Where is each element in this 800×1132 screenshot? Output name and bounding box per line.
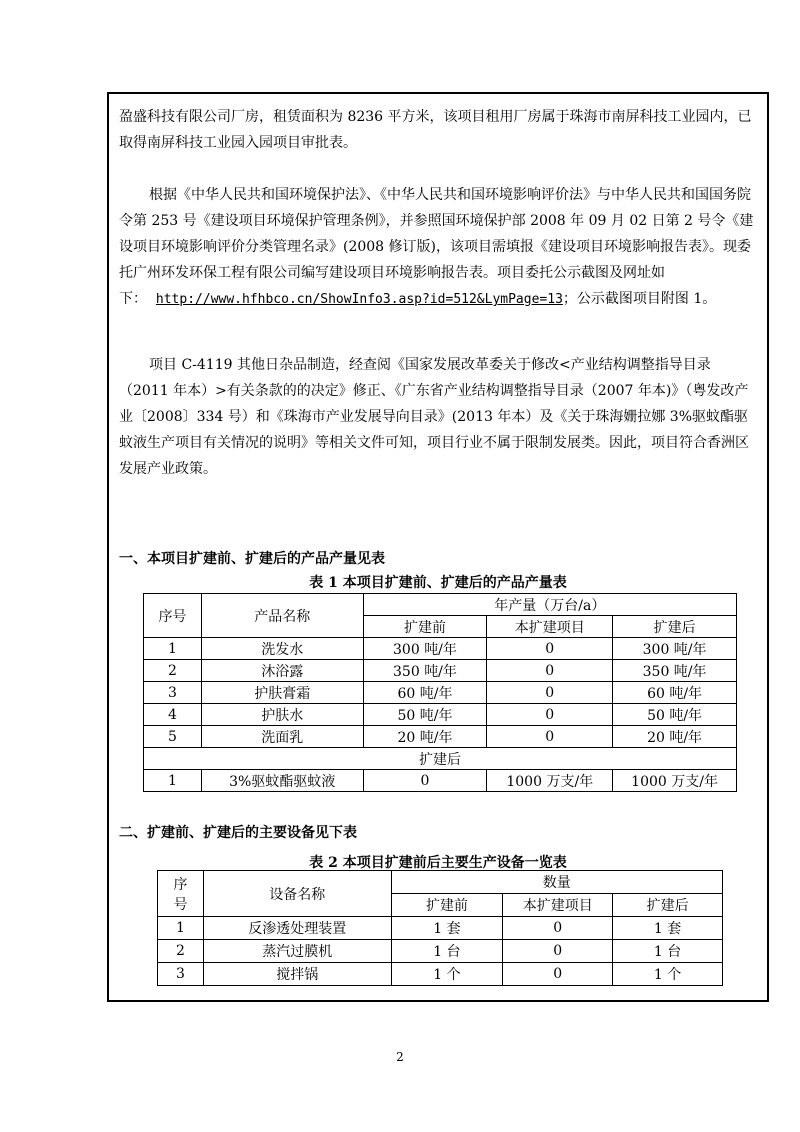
table-section-row: [144, 748, 737, 770]
cell-after: 60 吨/年: [613, 682, 737, 704]
product-output-table: [143, 593, 737, 792]
equipment-table: [157, 870, 723, 986]
cell-no: 4: [144, 704, 202, 726]
header-equipment-name: 设备名称: [203, 871, 391, 917]
cell-after: 1 台: [613, 940, 723, 963]
header-product-name: 产品名称: [201, 594, 363, 638]
table-row: [144, 682, 737, 704]
subheader-after-expansion: 扩建后: [144, 748, 737, 770]
table-row: [158, 940, 723, 963]
cell-project: 0: [487, 704, 613, 726]
cell-before: 60 吨/年: [363, 682, 487, 704]
table-row: [144, 638, 737, 660]
header-quantity: 数量: [391, 871, 722, 894]
header-no-line2: 号: [173, 896, 188, 913]
cell-project: 0: [487, 660, 613, 682]
cell-no: 2: [144, 660, 202, 682]
cell-project: 0: [503, 963, 613, 986]
table-header-row: [158, 871, 723, 894]
table-row: [144, 770, 737, 792]
header-no-line1: 序: [173, 876, 188, 893]
cell-before: 1 个: [391, 963, 503, 986]
cell-name: 沐浴露: [201, 660, 363, 682]
cell-project: 0: [487, 726, 613, 748]
header-no: 序号: [144, 594, 202, 638]
header-after: 扩建后: [613, 616, 737, 638]
cell-name: 洗发水: [201, 638, 363, 660]
cell-no: 3: [144, 682, 202, 704]
header-project: 本扩建项目: [503, 894, 613, 917]
table-row: [158, 917, 723, 940]
header-annual-output: 年产量（万台/a）: [363, 594, 736, 616]
cell-after: 300 吨/年: [613, 638, 737, 660]
paragraph-regulations-tail: ；公示截图项目附图 1。: [562, 291, 717, 307]
content-frame: [107, 92, 769, 1002]
cell-before: 1 套: [391, 917, 503, 940]
cell-project: 0: [503, 940, 613, 963]
cell-name: 反渗透处理装置: [203, 917, 391, 940]
cell-project: 0: [503, 917, 613, 940]
cell-after: 1 个: [613, 963, 723, 986]
table2-caption: 表 2 本项目扩建前后主要生产设备一览表: [309, 855, 567, 871]
page-number: 2: [396, 1050, 404, 1064]
cell-before: 20 吨/年: [363, 726, 487, 748]
cell-name: 洗面乳: [201, 726, 363, 748]
cell-no: 1: [144, 638, 202, 660]
cell-after: 1 套: [613, 917, 723, 940]
table-row: [144, 726, 737, 748]
table-row: [158, 963, 723, 986]
paragraph-regulations-text: 根据《中华人民共和国环境保护法》、《中华人民共和国环境影响评价法》与中华人民共和国国务院令第 253 号《建设项目环境保护管理条例》，并参照国环境保护部 2008 年 09 月 02 日第 2 号令《建设项目环境影响评价分类管理名录》(2008 修订版)，该项目需填报《建设项目环境影响报告表》。现委托广州环发环保工程有限公司编写建设项目环境影响报告表。项目委托公示截图及网址如下：: [119, 187, 754, 307]
cell-after: 1000 万支/年: [613, 770, 737, 792]
cell-before: 350 吨/年: [363, 660, 487, 682]
cell-name: 搅拌锅: [203, 963, 391, 986]
publicity-url-link[interactable]: http://www.hfhbco.cn/ShowInfo3.asp?id=512&LymPage=13: [155, 292, 563, 307]
cell-no: 2: [158, 940, 204, 963]
paragraph-regulations: [119, 182, 759, 313]
cell-before: 300 吨/年: [363, 638, 487, 660]
header-project: 本扩建项目: [487, 616, 613, 638]
cell-project: 0: [487, 638, 613, 660]
table-row: [144, 704, 737, 726]
cell-no: 3: [158, 963, 204, 986]
paragraph-location: 盈盛科技有限公司厂房，租赁面积为 8236 平方米，该项目租用厂房属于珠海市南屏科技工业园内，已取得南屏科技工业园入园项目审批表。: [119, 109, 752, 151]
cell-before: 0: [363, 770, 487, 792]
header-before: 扩建前: [391, 894, 503, 917]
cell-project: 0: [487, 682, 613, 704]
table-header-row: [144, 594, 737, 616]
header-before: 扩建前: [363, 616, 487, 638]
cell-name: 3%驱蚊酯驱蚊液: [201, 770, 363, 792]
cell-after: 50 吨/年: [613, 704, 737, 726]
header-after: 扩建后: [613, 894, 723, 917]
cell-project: 1000 万支/年: [487, 770, 613, 792]
section2-heading: 二、扩建前、扩建后的主要设备见下表: [119, 825, 357, 841]
cell-name: 护肤膏霜: [201, 682, 363, 704]
header-no: [158, 871, 204, 917]
cell-no: 1: [158, 917, 204, 940]
cell-after: 350 吨/年: [613, 660, 737, 682]
cell-no: 5: [144, 726, 202, 748]
cell-before: 50 吨/年: [363, 704, 487, 726]
table1-caption: 表 1 本项目扩建前、扩建后的产品产量表: [309, 575, 567, 591]
cell-before: 1 台: [391, 940, 503, 963]
section1-heading: 一、本项目扩建前、扩建后的产品产量见表: [119, 551, 385, 567]
table-row: [144, 660, 737, 682]
cell-no: 1: [144, 770, 202, 792]
cell-name: 护肤水: [201, 704, 363, 726]
cell-after: 20 吨/年: [613, 726, 737, 748]
cell-name: 蒸汽过膜机: [203, 940, 391, 963]
paragraph-industry-policy: 项目 C-4119 其他日杂品制造，经查阅《国家发展改革委关于修改<产业结构调整指导目录（2011 年本）>有关条款的的决定》修正、《广东省产业结构调整指导目录（2007 年本)》（粤发改产业〔2008〕334 号）和《珠海市产业发展导向目录》(2013 年本）及《关于珠海姗拉娜 3%驱蚊酯驱蚊液生产项目有关情况的说明》等相关文件可知，项目行业不属于限制发展类。因此，项目符合香洲区发展产业政策。: [119, 357, 749, 477]
